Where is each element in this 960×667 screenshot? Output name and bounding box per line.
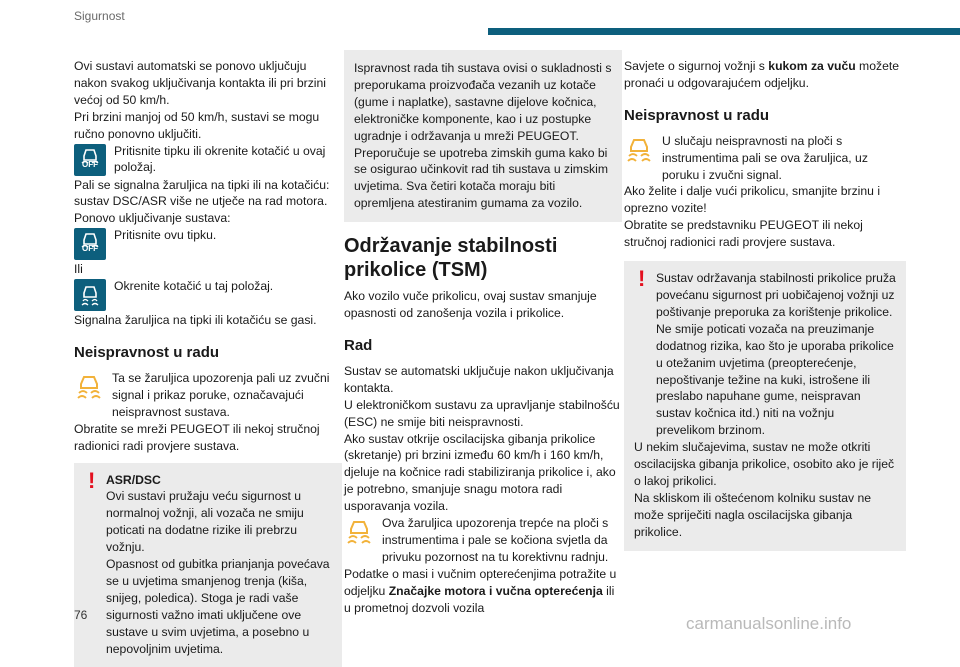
info-text: Ispravnost rada tih sustava ovisi o sukladnosti s preporukama proizvođača vezanih uz kotače (gume i naplatke), sastavne dijelove kočnica, elektroničke komponente, kao i uz postupke ugradnje i održavanja u mreži PEUGEOT. [354,60,612,145]
warning-text: U slučaju neispravnosti na ploči s instrumentima pali se ova žaruljica, uz poruku i zvučni signal. [662,134,868,182]
warning-text: Ta se žaruljica upozorenja pali uz zvučni signal i prikaz poruke, označavajući neispravnost sustava. [112,371,329,419]
skid-warning-lamp-icon [344,517,374,545]
warning-lamp-row [624,133,906,184]
dsc-off-button-icon: OFF [74,144,106,176]
caution-text: Na skliskom ili oštećenom kolniku sustav ne može spriječiti nagla oscilacijska gibanja prikolice. [634,490,896,541]
paragraph: Obratite se mreži PEUGEOT ili nekoj stručnoj radionici radi provjere sustava. [74,421,342,455]
paragraph: U elektroničkom sustavu za upravljanje stabilnošću (ESC) ne smije biti neispravnosti. [344,397,622,431]
instruction-step [74,278,342,312]
paragraph: Ponovo uključivanje sustava: [74,210,342,227]
caution-text: Opasnost od gubitka prianjanja povećava se u uvjetima smanjenog trenja (kiša, snijeg, poledica). Stoga je radi vaše sigurnosti važno imati uključene ove sustave u svim uvjetima, a posebno u nepovoljnim uvjetima. [84,556,332,657]
caution-title: ASR/DSC [84,472,332,489]
paragraph: Ovi sustavi automatski se ponovo uključuju nakon svakog uključivanja kontakta ili pri brzini većoj od 50 km/h. [74,58,342,109]
cross-reference: kukom za vuču [768,59,855,73]
caution-box [624,261,906,551]
skid-car-icon [74,279,106,311]
section-heading: Neispravnost u radu [74,345,342,362]
paragraph: Ako sustav otkrije oscilacijska gibanja prikolice (skretanje) pri brzini između 60 km/h i 160 km/h, djeluje na kočnice radi stabiliziranja prikolice i, ako je potrebno, smanjuje snagu motora radi usporavanja vozila. [344,431,622,516]
dsc-off-button-icon: OFF [74,228,106,260]
caution-box [74,463,342,667]
page-number: 76 [74,608,87,622]
warning-lamp-row [74,370,342,421]
paragraph: Ili [74,261,342,278]
caution-text: U nekim slučajevima, sustav ne može otkriti oscilacijska gibanja prikolice, osobito ako je riječ o lakoj prikolici. [634,439,896,490]
warning-lamp-row [344,515,622,566]
paragraph: Savjete o sigurnoj vožnji s kukom za vuču možete pronaći u odgovarajućem odjeljku. [624,58,906,92]
column-1 [74,58,342,667]
info-box [344,50,622,222]
paragraph: Ako vozilo vuče prikolicu, ovaj sustav smanjuje opasnosti od zanošenja vozila i prikolice. [344,288,622,322]
section-title: Održavanje stabilnosti prikolice (TSM) [344,234,622,282]
header-accent-bar [488,28,960,35]
instruction-step [74,143,342,177]
caution-text: Ovi sustavi pružaju veću sigurnost u normalnoj vožnji, ali vozača ne smiju poticati na dodatne rizike ili prebrzu vožnju. [84,488,332,556]
info-text: Preporučuje se upotreba zimskih guma kako bi se osigurao učinkovit rad tih sustava u zimskim uvjetima. Sva četiri kotača moraju biti opremljena atestiranim gumama za vozilo. [354,145,612,213]
watermark: carmanualsonline.info [686,614,851,634]
exclamation-icon: ! [638,271,645,288]
skid-warning-lamp-icon [74,372,104,400]
exclamation-icon: ! [88,473,95,490]
caution-text: Sustav održavanja stabilnosti prikolice pruža povećanu sigurnost pri uobičajenoj vožnji uz poštivanje preporuka za korištenje prikolice. Ne smije poticati vozača na preuzimanje dodatnog rizika, kao što je uporaba prikolice u otežanim uvjetima (preopterećenje, nepoštivanje težine na kuki, istrošene ili preslabo napuhane gume, neispravan sustav kočnica itd.) niti na vožnju prevelikom brzinom. [634,270,896,439]
column-2 [344,50,622,616]
paragraph: Obratite se predstavniku PEUGEOT ili nekoj stručnoj radionici radi provjere sustava. [624,217,906,251]
section-heading: Neispravnost u radu [624,108,906,125]
step-text: Pritisnite ovu tipku. [114,228,216,242]
step-text: Okrenite kotačić u taj položaj. [114,279,273,293]
warning-text: Ova žaruljica upozorenja trepće na ploči s instrumentima i pale se kočiona svjetla da privuku pozornost na tu korektivnu radnju. [382,516,608,564]
column-3 [624,58,906,551]
paragraph: Ako želite i dalje vući prikolicu, smanjite brzinu i oprezno vozite! [624,183,906,217]
paragraph: Podatke o masi i vučnim opterećenjima potražite u odjeljku Značajke motora i vučna opterećenja ili u prometnoj dozvoli vozila [344,566,622,617]
paragraph: Pri brzini manjoj od 50 km/h, sustavi se mogu ručno ponovno uključiti. [74,109,342,143]
paragraph: Sustav se automatski uključuje nakon uključivanja kontakta. [344,363,622,397]
instruction-step [74,227,342,261]
skid-warning-lamp-icon [624,135,654,163]
paragraph: Signalna žaruljica na tipki ili kotačiću se gasi. [74,312,342,329]
step-text: Pritisnite tipku ili okrenite kotačić u ovaj položaj. [114,144,325,175]
cross-reference: Značajke motora i vučna opterećenja [389,584,603,598]
section-heading: Rad [344,338,622,355]
running-header: Sigurnost [74,9,125,23]
paragraph: Pali se signalna žaruljica na tipki ili na kotačiću: sustav DSC/ASR više ne utječe na rad motora. [74,177,342,211]
